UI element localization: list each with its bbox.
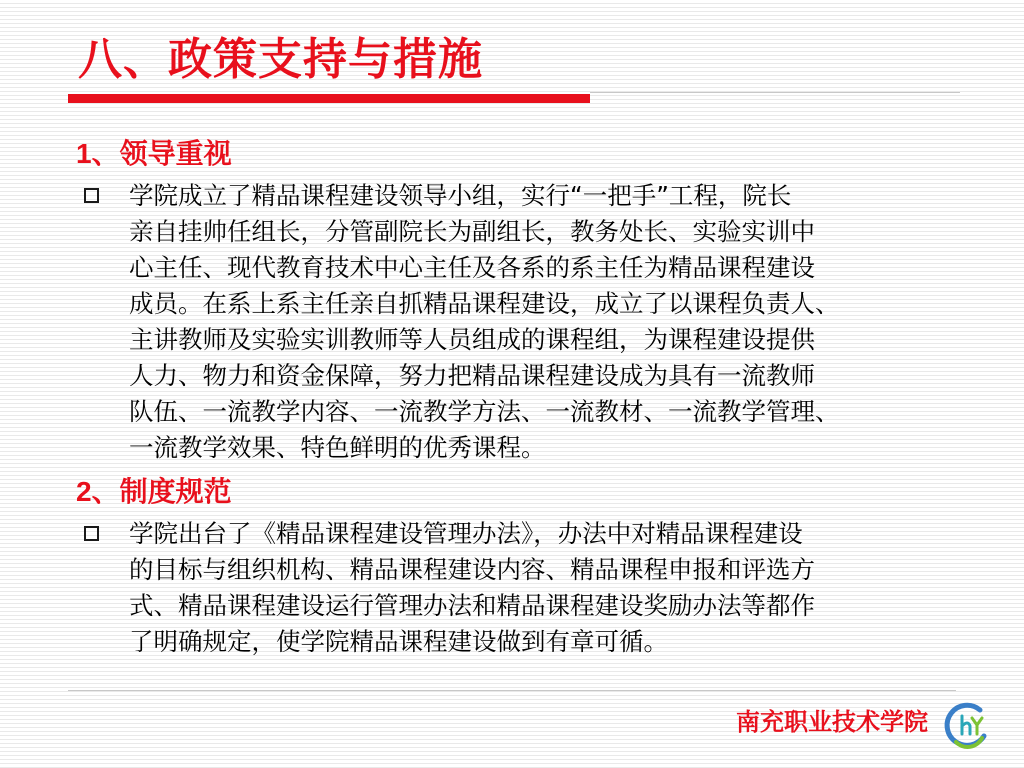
- section-heading: [72, 472, 952, 512]
- square-bullet-icon: [84, 188, 99, 203]
- text-line: 学院出台了《精品课程建设管理办法》，办法中对精品课程建设: [129, 519, 803, 548]
- title-divider: [590, 92, 960, 93]
- text-line: 人力、物力和资金保障，努力把精品课程建设成为具有一流教师: [129, 361, 815, 390]
- text-line: 一流教学效果、特色鲜明的优秀课程。: [129, 433, 546, 462]
- bullet-text: [129, 516, 952, 660]
- section-heading: [72, 134, 952, 174]
- slide-content: [72, 134, 952, 666]
- text-line: 亲自挂帅任组长，分管副院长为副组长，教务处长、实验实训中: [129, 217, 815, 246]
- footer-college-name: 南充职业技术学院: [736, 708, 928, 736]
- section-heading-text: 、领导重视: [91, 137, 232, 170]
- logo-y-icon: [972, 718, 982, 734]
- bullet-item: [72, 516, 952, 660]
- text-line: 了明确规定，使学院精品课程建设做到有章可循。: [129, 627, 668, 656]
- section-number: 2: [76, 476, 92, 507]
- square-bullet-icon: [84, 526, 99, 541]
- text-line: 学院成立了精品课程建设领导小组，实行“一把手”工程，院长: [129, 181, 792, 210]
- college-logo-icon: [940, 700, 992, 752]
- footer-divider: [68, 690, 956, 691]
- section-regulations: [72, 472, 952, 660]
- slide-title: 八、政策支持与措施: [78, 34, 483, 85]
- logo-h-icon: [962, 716, 970, 734]
- title-underline: [68, 94, 590, 103]
- text-line: 主讲教师及实验实训教师等人员组成的课程组，为课程建设提供: [129, 325, 815, 354]
- text-line: 成员。在系上系主任亲自抓精品课程建设，成立了以课程负责人、: [129, 289, 840, 318]
- section-heading-text: 、制度规范: [91, 475, 232, 508]
- section-leadership: [72, 134, 952, 466]
- bullet-item: [72, 178, 952, 466]
- bullet-text: [129, 178, 952, 466]
- text-line: 心主任、现代教育技术中心主任及各系的系主任为精品课程建设: [129, 253, 815, 282]
- text-line: 式、精品课程建设运行管理办法和精品课程建设奖励办法等都作: [129, 591, 815, 620]
- text-line: 队伍、一流教学内容、一流教学方法、一流教材、一流教学管理、: [129, 397, 840, 426]
- text-line: 的目标与组织机构、精品课程建设内容、精品课程申报和评选方: [129, 555, 815, 584]
- section-number: 1: [76, 138, 92, 169]
